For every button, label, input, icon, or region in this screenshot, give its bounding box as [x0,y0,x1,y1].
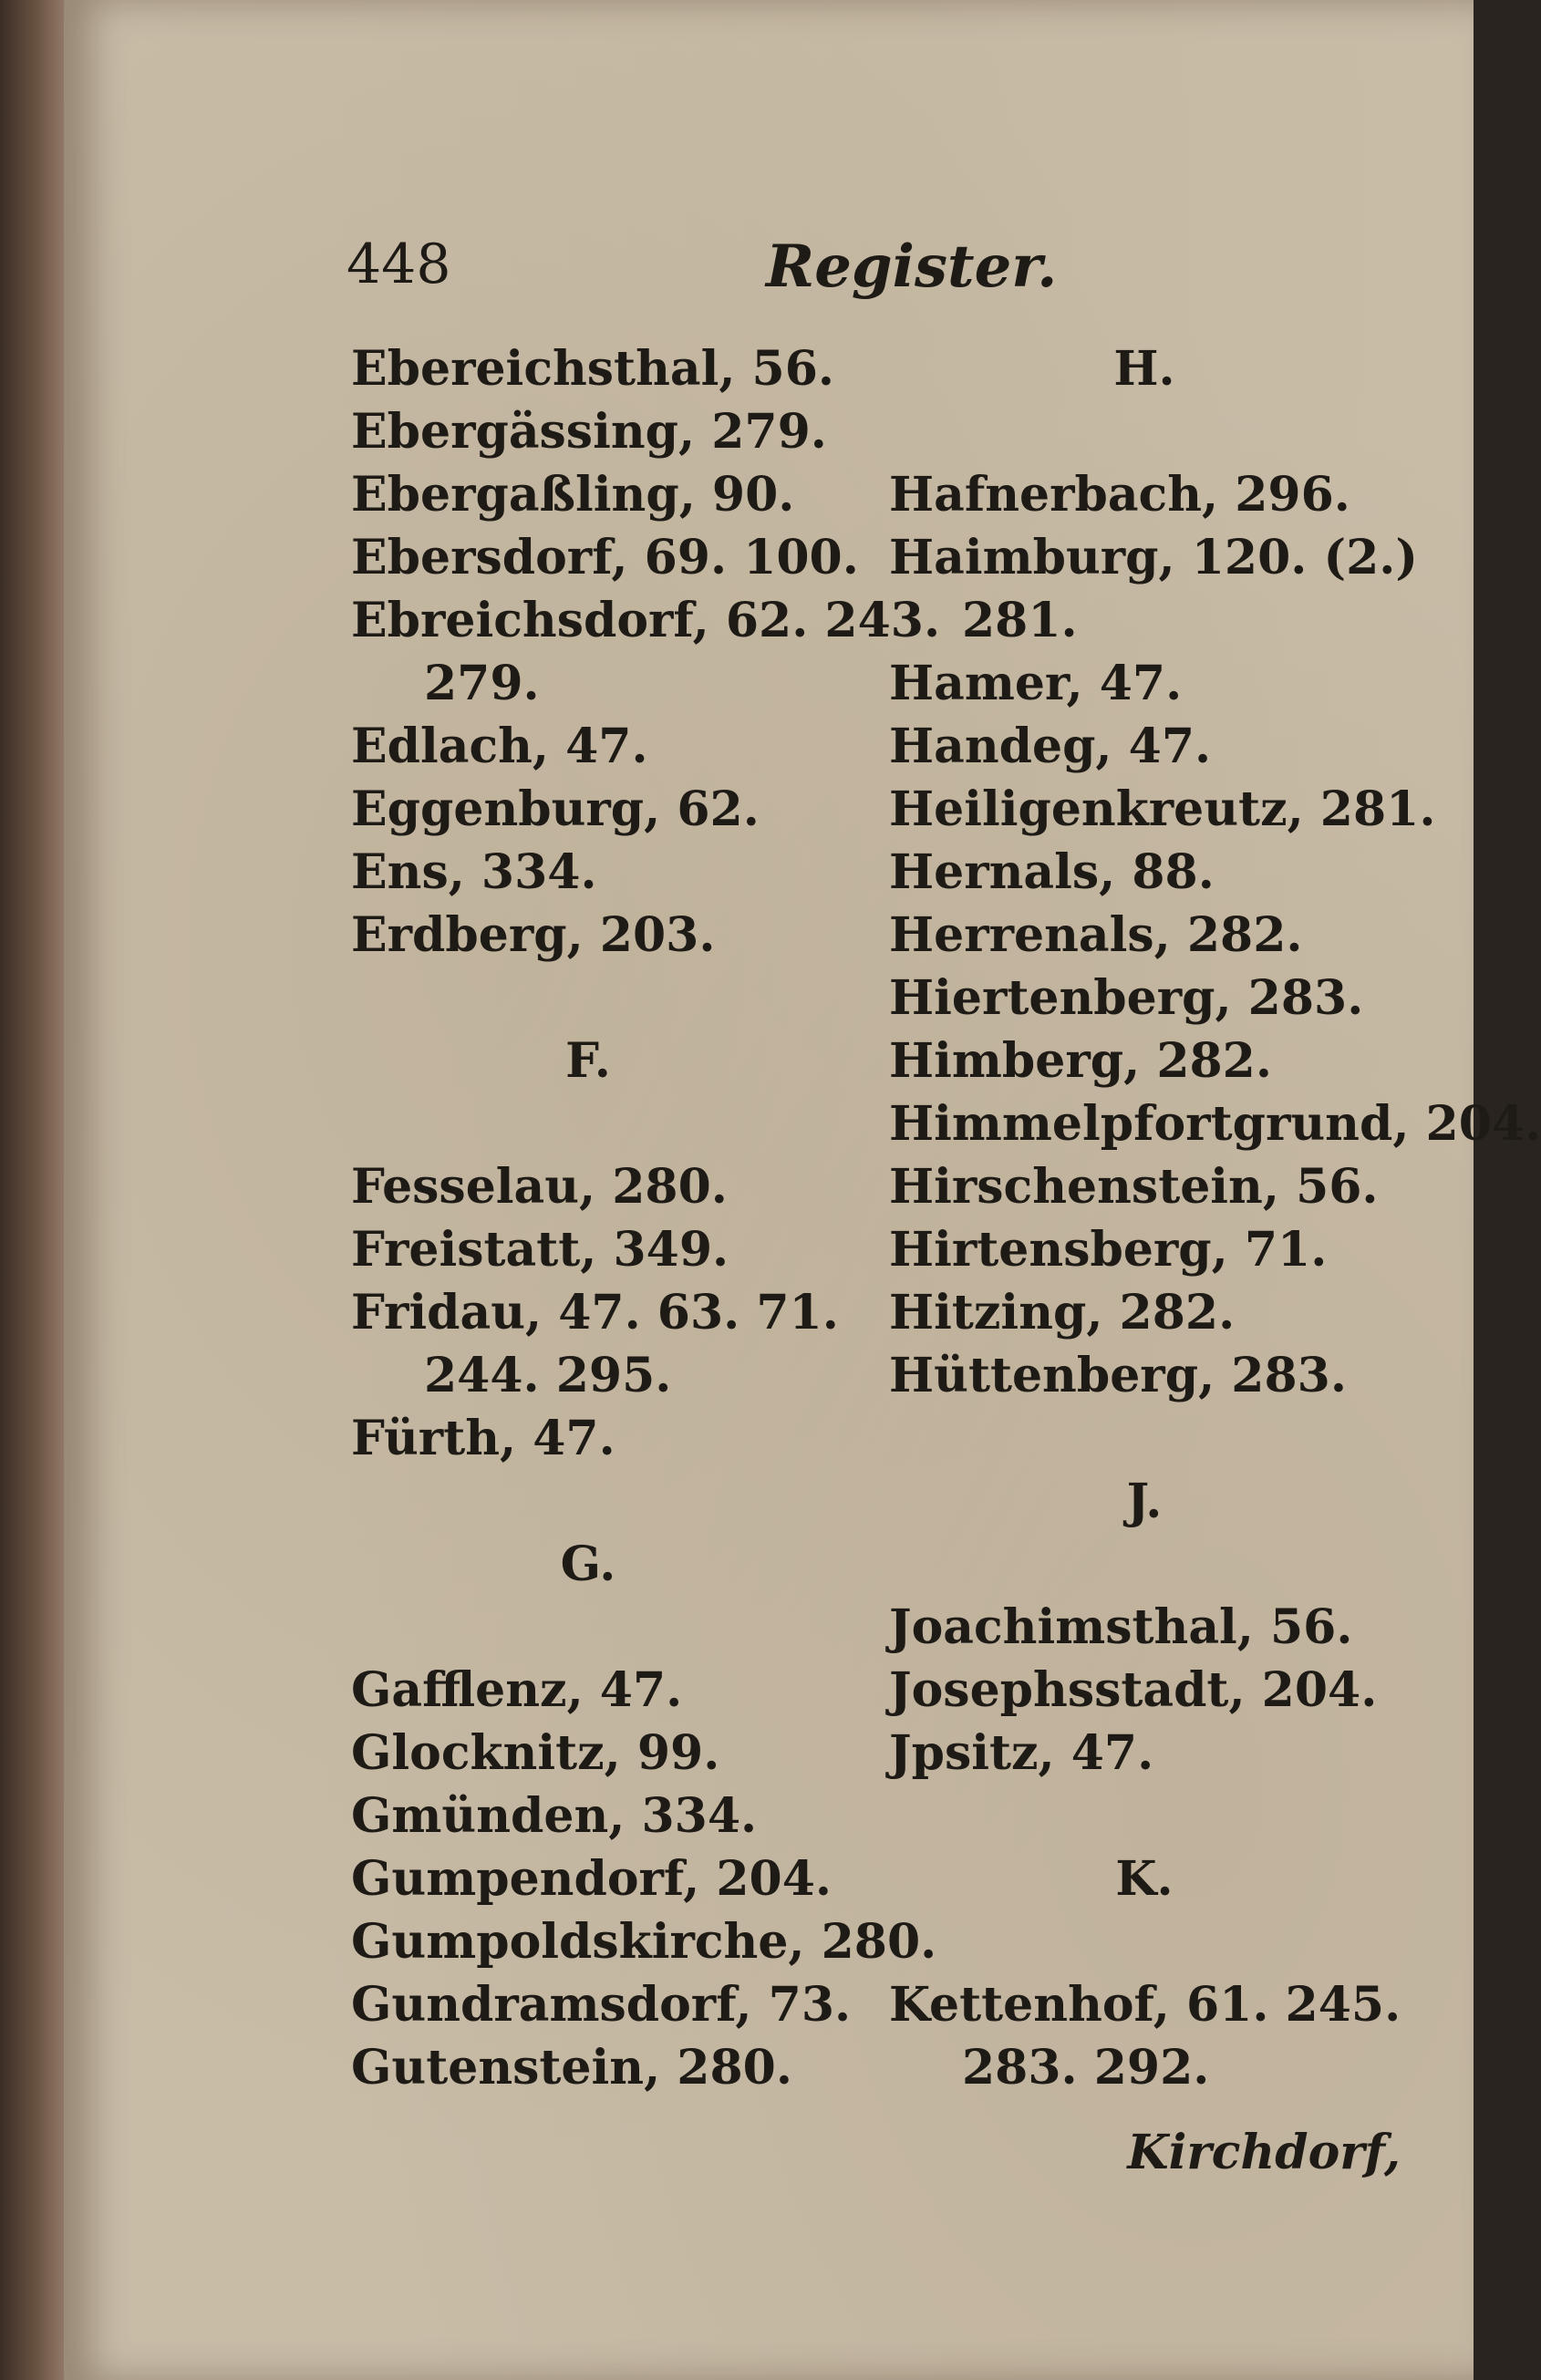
letter-heading: G. [560,1537,616,1592]
spacer [889,1910,1436,1973]
index-entry: Hitzing, 282. [889,1285,1236,1340]
index-entry-continuation: 244. 295. [424,1348,672,1403]
index-entry: Gundramsdorf, 73. [351,1977,852,2033]
spacer [889,1533,1436,1596]
index-entry: Freistatt, 349. [351,1222,729,1278]
index-entry-continuation: 283. 292. [962,2040,1210,2095]
index-entry: Himmelpfortgrund, 204. [889,1096,1541,1152]
index-entry: Ebreichsdorf, 62. 243. [351,593,941,648]
index-entry: Erdberg, 203. [351,907,716,963]
page-number: 448 [346,233,451,296]
index-entry-continuation: 281. [962,593,1078,648]
letter-heading: J. [1126,1474,1163,1529]
index-entry: Hamer, 47. [889,656,1183,711]
spacer [889,1785,1436,1847]
spacer [889,400,1436,463]
index-entry: Heiligenkreutz, 281. [889,781,1436,837]
catchword: Kirchdorf, [1127,2125,1401,2180]
index-entry: Gumpendorf, 204. [351,1851,833,1907]
spacer [351,967,862,1030]
letter-heading: F. [565,1033,611,1089]
index-column-right [889,337,1541,2099]
index-entry: Gafflenz, 47. [351,1662,683,1718]
index-entry: Himberg, 282. [889,1033,1272,1089]
index-entry: Hüttenberg, 283. [889,1348,1347,1403]
index-entry: Joachimsthal, 56. [889,1599,1353,1655]
index-entry: Eggenburg, 62. [351,781,760,837]
spacer [351,1596,862,1659]
index-entry: Hafnerbach, 296. [889,467,1350,523]
index-entry: Fürth, 47. [351,1411,615,1466]
index-entry: Gumpoldskirche, 280. [351,1914,937,1970]
index-entry: Handeg, 47. [889,719,1212,774]
index-entry: Ebergaßling, 90. [351,467,795,523]
index-entry: Hiertenberg, 283. [889,970,1364,1026]
index-column-left [351,337,941,2099]
index-entry: Hirtensberg, 71. [889,1222,1328,1278]
index-entry: Glocknitz, 99. [351,1725,720,1781]
index-entry: Fesselau, 280. [351,1159,728,1215]
index-entry: Ens, 334. [351,844,597,900]
letter-heading: K. [1115,1851,1174,1907]
index-entry: Hernals, 88. [889,844,1215,900]
spacer [351,1092,862,1155]
index-entry: Gutenstein, 280. [351,2040,792,2095]
index-entry-continuation: 279. [424,656,540,711]
index-entry: Jpsitz, 47. [889,1725,1154,1781]
index-entry: Hirschenstein, 56. [889,1159,1379,1215]
index-entry: Edlach, 47. [351,719,648,774]
index-entry: Gmünden, 334. [351,1788,758,1844]
index-entry: Ebersdorf, 69. 100. [351,530,859,585]
index-entry: Fridau, 47. 63. 71. [351,1285,839,1340]
letter-heading: H. [1113,341,1175,397]
index-entry: Ebereichsthal, 56. [351,341,835,397]
spacer [889,1407,1436,1470]
index-entry: Josephsstadt, 204. [889,1662,1378,1718]
index-entry: Ebergässing, 279. [351,404,827,460]
spacer [351,1470,862,1533]
index-entry: Haimburg, 120. (2.) [889,530,1418,585]
index-entry: Herrenals, 282. [889,907,1303,963]
running-head: Register. [766,233,1058,301]
index-entry: Kettenhof, 61. 245. [889,1977,1401,2033]
